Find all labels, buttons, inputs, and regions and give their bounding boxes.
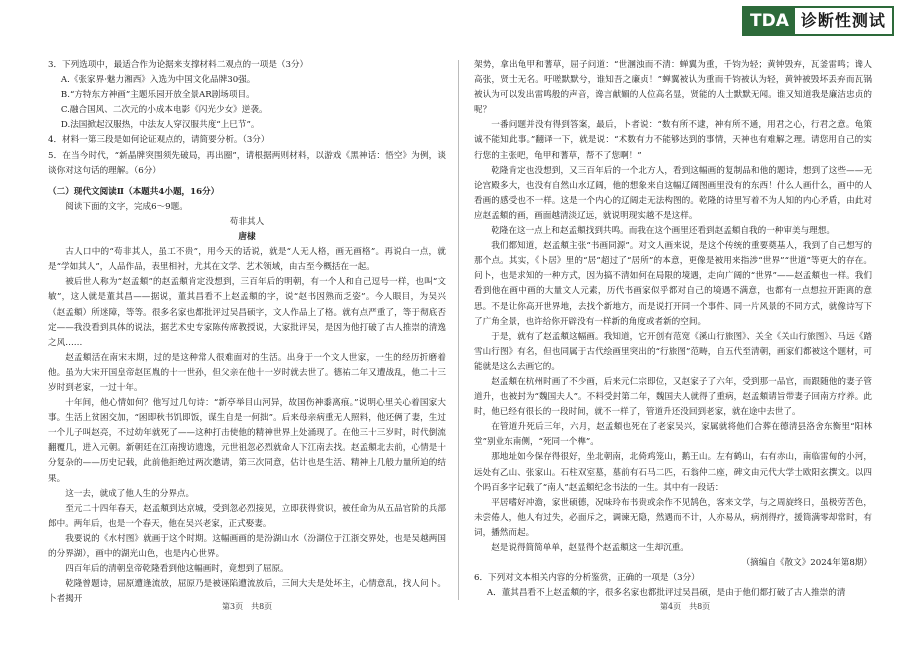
article-title: 苟非其人 — [229, 216, 265, 227]
article-author: 唐棣 — [238, 232, 256, 243]
question-3-option-c: C.融合国风、二次元的小成本电影《闪光少女》逆袭。 — [60, 105, 268, 116]
article-paragraph: 一番问题并没有得到答案，最后，卜者说：“数有所不逮，神有所不通，用君之心，行君之意。龟策诚不能知此事。”翻译一下，就是说：“术数有力不能够达到的事情，天神也有难解之理。请您用自己的实行您的主张吧，龟甲和蓍草，帮不了您啊！” — [474, 120, 872, 161]
reading-instruction: 阅读下面的文字，完成6～9题。 — [65, 201, 188, 212]
article-paragraph: 我要说的《水村图》就画于这个时期。这幅画画的是汾湖山水（汾湖位于江浙交界处，也是吴越两国的分界湖），画中的湖光山色，也是内心世界。 — [48, 533, 446, 559]
question-6-option-a: A．董其昌看不上赵孟頫的字，很多名家也都批评过吴昌硕，是由于他们都打破了古人推崇的清 — [486, 588, 846, 599]
column-divider — [458, 60, 459, 600]
question-4: 4．材料一第三段是如何论证观点的，请简要分析。（3分） — [48, 135, 270, 146]
page-number-left: 第3页 共8页 — [222, 602, 273, 611]
question-3: 3．下列选项中，最适合作为论据来支撑材料二观点的一项是（3分） — [48, 60, 309, 70]
article-paragraph: 我们都知道，赵孟頫主张“书画同源”。对文人画来说，是这个传统的重要奠基人，我到了自己想写的那个点。其实，《卜居》里的“居”超过了“居所”的本意，更像是被用来指涉“世界”“世道”等更大的存在。问卜，也是求知的一种方式，因为搞不清如何在局限的境遇，走向广阔的“世界”——赵孟頫也一样。我们看到他在画中画的大量文人元素，历代书画家似乎都对自己的境遇不满意，也都有一点想拉开距离的意思。不是让你高开世界地，去找个新地方，而是说打开同一个事件、同一片风景的不同方式，就像诗写下了广角全景，也许给你开辟没有一样新的角度或者新的空间。 — [474, 241, 872, 327]
inscription-quote: 平居嗜好冲澹，家世硕德，况味玲布书贵或余作不见鹄色，客来文学，与之周旋终日，虽极劳苦色，未尝倦人，他人有过失，必面斥之，调谏无隐，然遇而不计，人亦易从，病剂得疗，援筒满零却常时，有词，播然而起。 — [474, 497, 872, 538]
article-paragraph: 架势，拿出龟甲和蓍草，屈子问道：“世溷浊而不清：蝉翼为重，千钧为轻；黄钟毁弃，瓦釜雷鸣；谗人高张，贤士无名。吁嗟默默兮，谁知吾之廉贞！”蝉翼被认为重而千钧被认为轻，黄钟被毁坏丢弃而瓦锅被认为可以发出雷鸣般的声音，谗言献媚的人位高名显，贤能的人士默默无闻。谁又知道我是廉洁忠贞的呢？ — [474, 60, 872, 116]
question-5: 5．在当今时代，“新晶牌突围须先破局，再出圈”，请根据两则材料，以游戏《黑神话：悟空》为例，谈谈你对这句话的理解。（6分） — [48, 150, 446, 176]
diagnostic-test-badge — [742, 6, 894, 36]
article-source: （摘编自《散文》2024年第8期） — [741, 558, 872, 569]
question-6: 6．下列对文本相关内容的分析鉴赏，正确的一项是（3分） — [474, 573, 700, 584]
article-paragraph: 于是，就有了赵孟頫这幅画。我知道，它开创有范宽《溪山行旅图》、关全《关山行旅图》、马远《踏雪山行图》有名，但也同属于古代绘画里突出的“行旅图”范畴，自五代至清朝，画家们都被这个题材，可能就是这么去画它的。 — [474, 331, 872, 372]
article-paragraph: 赵孟頫在杭州时画了不少画，后来元仁宗即位，又赵家子了六年，受到那一品官，而跟随他的妻子管道升，也被封为“魏国夫人”。不料受封第二年，魏国夫人就得了重病，赵孟頫请旨带妻子回南方疗养。此时，他已经有很长的一段时间，就不一样了，管道升还没回到老家，就在途中去世了。 — [474, 376, 872, 418]
article-paragraph: 四百年后的清朝皇帝乾隆看到他这幅画时，竟想到了屈原。 — [65, 564, 289, 575]
left-column — [48, 58, 446, 605]
question-3-option-b: B.“方特东方神画”主题乐园开放全景AR剧场项目。 — [60, 90, 255, 101]
article-paragraph: 被后世人称为“赵孟頫”的赵孟頫肯定没想到，三百年后的明朝，有一个人和自己逗号一样，也叫“文敏”，这人就是董其昌——据说，董其昌看不上赵孟頫的字，说“赵书因熟而乏姿”。今人眼目，为吴兴（赵孟頫）所迷障，等等。很多名家也都批评过吴昌硕字，文人作品上了格。就有点严重了，等于彻底否定——我没看到具体的说法，据艺术史专家陈传席教授说，大家批评吴，是因为他打破了古人推崇的清逸之风…… — [48, 277, 446, 348]
article-paragraph: 乾隆肯定也没想到，又三百年后的一个北方人，看到这幅画的复制品和他的题诗，想到了这些——无论宫殿多大，也没有自然山水辽阔，他的想象来自这幅辽阔图画里没有的东西！什么人画什么，画中的人看画的感受也不一样。这是一个内心的辽阔走无法构图的。乾隆的诗里写着不为人知的内心矛盾，由此对应赵孟頫的画，画面越清淡辽远，就说明现实越不是这样。 — [474, 165, 872, 221]
article-paragraph: 赵是说得简简单单，赵显得个赵孟頫这一生却沉重。 — [491, 543, 689, 553]
badge-label: 诊断性测试 — [795, 8, 892, 34]
section-heading: （二）现代文阅读Ⅱ（本题共4小题，16分） — [48, 186, 220, 197]
article-paragraph: 这一去，就成了他人生的分界点。 — [65, 488, 195, 499]
article-paragraph: 古人口中的“苟非其人，虽工不贵”，用今天的话说，就是“人无人格，画无画格”。再说白一点，就是“学如其人”，人品作品，表里相衬，尤其在文学、艺术领域，由古至今概括在一起。 — [48, 247, 446, 273]
article-paragraph: 赵孟頫活在南宋末期，过的是这种常人很难面对的生活。出身于一个文人世家，一生的经历折磨着他。虽为大宋开国皇帝赵匡胤的十一世孙，但父亲在他十一岁时就去世了。德祐二年又遭战乱，他二十三岁时到老家，一过十年。 — [48, 352, 446, 393]
right-column — [474, 58, 872, 598]
article-paragraph: 在管道升死后三年，六月，赵孟頫也死在了老家吴兴，家属就将他们合葬在德清县洛舍东衡里“阳林堂”别业东南侧，“死同一个榫”。 — [474, 422, 872, 448]
article-paragraph: 至元二十四年春天，赵孟頫到达京城，受到忽必烈接见，立即获得赏识，被任命为从五品官阶的兵部郎中。两年后，也是一个春天，他在吴兴老家，正式娶妻。 — [48, 503, 446, 529]
page-number-right: 第4页 共8页 — [660, 602, 711, 611]
article-paragraph: 乾隆在这一点上和赵孟頫找到共鸣。而我在这个画里还看到赵孟頫自我的一种审美与理想。 — [491, 226, 835, 237]
question-3-option-a: A.《张家界·魅力湘西》入选为中国文化品牌30强。 — [60, 75, 256, 86]
article-paragraph: 十年间，他心情如何？他写过几句诗：“新亭举目山河异，故国伤神黍离痕。”说明心里关心着国家大事。生活上贫困交加，“困即秋书饥即饭，谋生自是一何拙”。后来母亲病重无人照料，他还俩了妻，生过一个儿子叫赵亮，不过幼年就死了——这种打击使他的精神世界上处涌现了。在他三十三岁时，时代倒流翻覆几，进入元朝。新朝廷在江南搜访遗逸，元世祖忽必烈就命人下江南去找。赵孟頫北去前，心情是十分复杂的——历史记载，此前他拒绝过两次邀请，第三次同意，估计也是生活、精神上几般力量所迫的结果。 — [48, 398, 446, 484]
question-3-option-d: D.法国掀起汉服热，中法友人穿汉服共度“上巳节”。 — [60, 120, 260, 131]
article-paragraph: 那地址如今保存得很好，坐北朝南，北倚鸡笼山，鹅王山。左有鹤山，右有赤山，南临雷甸的小河，远处有乙山、张家山。石柱双室墓，墓前有石马二匹，石翁仲二座，碑文由元代大学士欧阳玄撰文。以四个吗百多字记载了“南人”赵孟頫纪念书法的一生。其中有一段话： — [474, 452, 872, 493]
article-paragraph: 乾隆曾题诗，屈原遭逢流放，屈原乃是被诬陷遭流放后，三间大夫是处坏主，心情意乱，找人问卜。卜者揭开 — [48, 579, 446, 605]
badge-tda: TDA — [744, 8, 795, 34]
